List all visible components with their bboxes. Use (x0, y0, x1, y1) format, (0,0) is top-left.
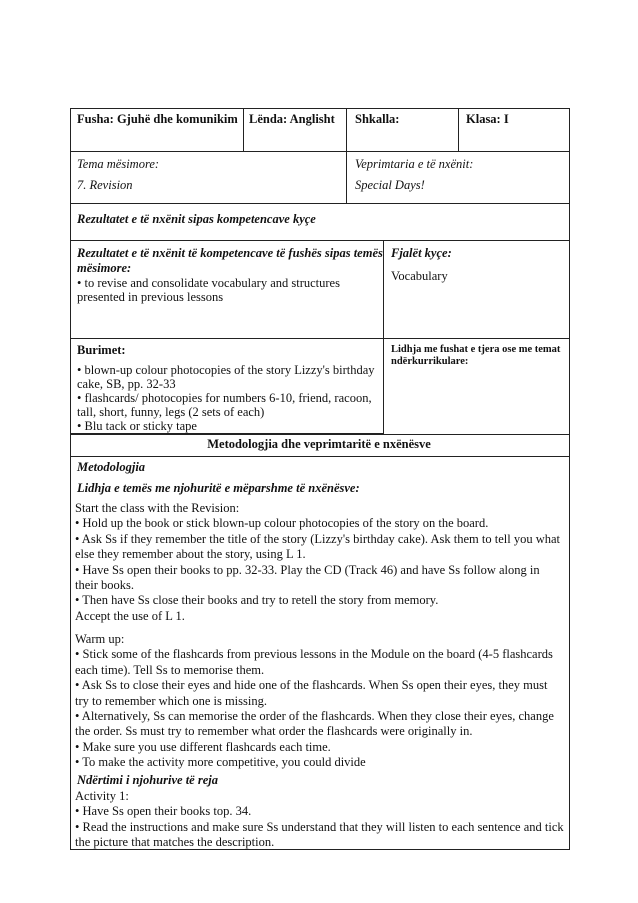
warmup-line: • To make the activity more competitive, you could divide (75, 755, 366, 770)
topic-value: 7. Revision (77, 178, 133, 192)
row-divider-4 (70, 338, 570, 339)
activity-line: the picture that matches the description. (75, 835, 275, 850)
warmup-block (75, 632, 554, 771)
intro-line: • Then have Ss close their books and try to retell the story from memory. (75, 593, 439, 608)
methodology-heading: Metodologjia (77, 460, 146, 474)
keywords-value: Vocabulary (391, 269, 448, 283)
intro-block (75, 501, 560, 624)
learning-outcomes-label-cont: mësimore: (77, 261, 132, 275)
learning-outcome-item: presented in previous lessons (77, 290, 224, 304)
subject: Lënda: Anglisht (249, 112, 335, 126)
row-divider-5 (70, 434, 570, 435)
key-competences-heading: Rezultatet e të nxënit sipas kompetencave kyçe (77, 212, 316, 226)
learning-outcome-item: • to revise and consolidate vocabulary and structures (77, 276, 340, 290)
activity-line: • Read the instructions and make sure Ss understand that they will listen to each sentence and tick (75, 819, 564, 834)
row-divider-1 (70, 151, 570, 152)
cross-curricular-label: Lidhja me fushat e tjera ose me temat (391, 344, 561, 355)
new-knowledge-heading: Ndërtimi i njohurive të reja (77, 773, 218, 787)
learning-outcomes-label: Rezultatet e të nxënit të kompetencave të fushës sipas temës (77, 246, 383, 260)
intro-line: • Hold up the book or stick blown-up colour photocopies of the story on the board. (75, 516, 489, 531)
topic-label: Tema mësimore: (77, 157, 160, 171)
warmup-line: • Ask Ss to close their eyes and hide one of the flashcards. When Ss open their eyes, they must (75, 678, 548, 693)
warmup-line: try to remember which one is missing. (75, 693, 267, 708)
header-divider-3 (458, 108, 459, 151)
subject-area: Fusha: Gjuhë dhe komunikim (77, 112, 238, 126)
cross-curricular-label-cont: ndërkurrikulare: (391, 356, 469, 367)
intro-line: • Ask Ss if they remember the title of the story (Lizzy's birthday cake). Ask them to tell you what (75, 531, 560, 546)
activity-line: • Have Ss open their books top. 34. (75, 804, 252, 819)
row-divider-2 (70, 203, 570, 204)
prior-knowledge-heading: Lidhja e temës me njohuritë e mëparshme të nxënësve: (77, 481, 360, 495)
warmup-line: Warm up: (75, 632, 125, 646)
warmup-line: • Make sure you use different flashcards each time. (75, 739, 331, 754)
methodology-section-title: Metodologjia dhe veprimtaritë e nxënësve (207, 437, 431, 451)
intro-line: • Have Ss open their books to pp. 32-33. Play the CD (Track 46) and have Ss follow along in (75, 562, 540, 577)
class: Klasa: I (466, 112, 509, 126)
row-divider-6 (70, 456, 570, 457)
warmup-line: each time). Tell Ss to memorise them. (75, 662, 265, 677)
resource-line: • flashcards/ photocopies for numbers 6-10, friend, racoon, (77, 391, 372, 405)
activity-label: Veprimtaria e të nxënit: (355, 157, 474, 171)
grade-level: Shkalla: (355, 112, 400, 126)
intro-line: Accept the use of L 1. (75, 608, 185, 623)
activity-block (75, 789, 564, 851)
keywords-label: Fjalët kyçe: (391, 246, 452, 260)
warmup-line: the order. Ss must try to remember what order the flashcards were originally in. (75, 724, 473, 739)
activity-line: Activity 1: (75, 789, 129, 803)
resource-line: cake, SB, pp. 32-33 (77, 377, 176, 391)
resources-label: Burimet: (77, 343, 126, 357)
table-border-top (70, 108, 570, 109)
resource-line: tall, short, funny, legs (2 sets of each) (77, 405, 265, 419)
table-border-right (569, 108, 570, 850)
warmup-line: • Alternatively, Ss can memorise the order of the flashcards. When they close their eyes, change (75, 709, 554, 724)
warmup-line: • Stick some of the flashcards from previous lessons in the Module on the board (4-5 flashcards (75, 647, 553, 662)
header-divider-1 (243, 108, 244, 151)
intro-line: their books. (75, 578, 135, 593)
header-divider-2 (346, 108, 347, 203)
resource-line: • blown-up colour photocopies of the story Lizzy's birthday (77, 363, 375, 377)
table-border-left (70, 108, 71, 850)
row-divider-3 (70, 240, 570, 241)
intro-line: Start the class with the Revision: (75, 501, 240, 515)
intro-line: else they remember about the story, using L 1. (75, 547, 306, 562)
activity-value: Special Days! (355, 178, 425, 192)
keywords-divider (383, 240, 384, 434)
resource-line: • Blu tack or sticky tape (77, 419, 197, 433)
